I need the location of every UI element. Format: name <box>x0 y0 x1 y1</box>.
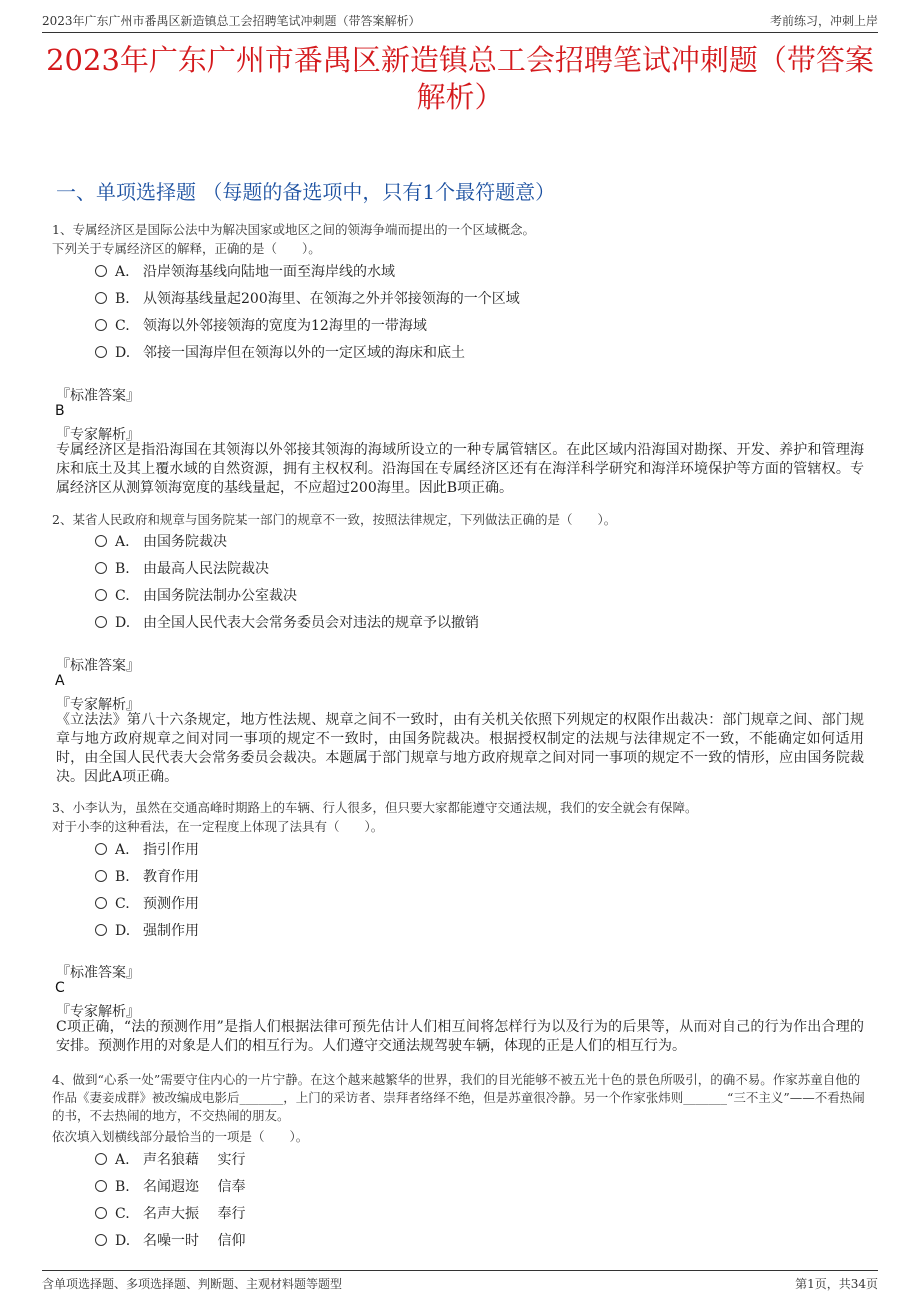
question-4-option-c[interactable]: C. 名声大振 奉行 <box>95 1204 245 1224</box>
question-1-prompt: 下列关于专属经济区的解释，正确的是（ ）。 <box>52 241 321 256</box>
question-1-stem: 1、专属经济区是国际公法中为解决国家或地区之间的领海争端而提出的一个区域概念。 <box>52 222 535 237</box>
question-1-option-a[interactable]: A. 沿岸领海基线向陆地一面至海岸线的水域 <box>95 262 395 282</box>
question-3-option-c[interactable]: C. 预测作用 <box>95 894 199 914</box>
radio-icon[interactable] <box>95 1153 107 1165</box>
question-4-option-d[interactable]: D. 名噪一时 信仰 <box>95 1231 245 1251</box>
radio-icon[interactable] <box>95 319 107 331</box>
question-3-option-a[interactable]: A. 指引作用 <box>95 840 199 860</box>
radio-icon[interactable] <box>95 535 107 547</box>
expert-analysis-label: 『专家解析』 <box>56 427 140 443</box>
question-2-stem: 2、某省人民政府和规章与国务院某一部门的规章不一致，按照法律规定，下列做法正确的是（ ）。 <box>52 512 617 527</box>
question-4-prompt: 依次填入划横线部分最恰当的一项是（ ）。 <box>52 1129 309 1144</box>
expert-analysis-label: 『专家解析』 <box>56 697 140 713</box>
expert-analysis-label: 『专家解析』 <box>56 1004 140 1020</box>
header-doc-title: 2023年广东广州市番禺区新造镇总工会招聘笔试冲刺题（带答案解析） <box>42 14 421 28</box>
radio-icon[interactable] <box>95 292 107 304</box>
question-2-option-d[interactable]: D. 由全国人民代表大会常务委员会对违法的规章予以撤销 <box>95 613 479 633</box>
question-4-option-b[interactable]: B. 名闻遐迩 信奉 <box>95 1177 245 1197</box>
radio-icon[interactable] <box>95 346 107 358</box>
radio-icon[interactable] <box>95 616 107 628</box>
question-2-analysis: 《立法法》第八十六条规定，地方性法规、规章之间不一致时，由有关机关依照下列规定的权限作出裁决：部门规章之间、部门规章与地方政府规章之间对同一事项的规定不一致时，由国务院裁决。根据授权制定的法规与法律规定不一致，不能确定如何适用时，由全国人民代表大会常务委员会裁决。本题属于部门规章与地方政府规章之间对同一事项的规定不一致的情形，应由国务院裁决。因此A项正确。 <box>56 712 864 785</box>
question-2-option-a[interactable]: A. 由国务院裁决 <box>95 532 227 552</box>
section-title: 一、单项选择题 （每题的备选项中，只有1个最符题意） <box>56 180 556 204</box>
question-3-option-b[interactable]: B. 教育作用 <box>95 867 199 887</box>
page-header <box>42 10 878 33</box>
standard-answer-label: 『标准答案』 <box>56 965 140 981</box>
question-1-answer: B <box>55 403 65 419</box>
radio-icon[interactable] <box>95 265 107 277</box>
radio-icon[interactable] <box>95 843 107 855</box>
page-title: 2023年广东广州市番禺区新造镇总工会招聘笔试冲刺题（带答案解析） <box>46 43 874 114</box>
radio-icon[interactable] <box>95 1207 107 1219</box>
question-2-option-b[interactable]: B. 由最高人民法院裁决 <box>95 559 269 579</box>
question-1-option-b[interactable]: B. 从领海基线量起200海里、在领海之外并邻接领海的一个区域 <box>95 289 520 309</box>
question-3-stem: 3、小李认为，虽然在交通高峰时期路上的车辆、行人很多，但只要大家都能遵守交通法规，我们的安全就会有保障。 <box>52 800 698 815</box>
question-4-option-a[interactable]: A. 声名狼藉 实行 <box>95 1150 245 1170</box>
question-4-stem: 4、做到“心系一处”需要守住内心的一片宁静。在这个越来越繁华的世界，我们的目光能够不被五光十色的景色所吸引，的确不易。作家苏童自他的作品《妻妾成群》被改编成电影后_______，上门的采访者、崇拜者络绎不绝，但是苏童很冷静。另一个作家张炜则_______“三不主义”——不看热闹的书，不去热闹的地方，不交热闹的朋友。 <box>52 1072 865 1123</box>
radio-icon[interactable] <box>95 1234 107 1246</box>
question-3-option-d[interactable]: D. 强制作用 <box>95 921 199 941</box>
question-3-analysis: C项正确，“法的预测作用”是指人们根据法律可预先估计人们相互间将怎样行为以及行为的后果等，从而对自己的行为作出合理的安排。预测作用的对象是人们的相互行为。人们遵守交通法规驾驶车辆，体现的正是人们的相互行为。 <box>56 1019 864 1054</box>
radio-icon[interactable] <box>95 870 107 882</box>
header-slogan: 考前练习，冲刺上岸 <box>769 14 878 28</box>
question-3-answer: C <box>55 980 65 996</box>
radio-icon[interactable] <box>95 897 107 909</box>
question-1-option-c[interactable]: C. 领海以外邻接领海的宽度为12海里的一带海域 <box>95 316 427 336</box>
question-3-prompt: 对于小李的这种看法，在一定程度上体现了法具有（ ）。 <box>52 819 384 834</box>
question-1-analysis: 专属经济区是指沿海国在其领海以外邻接其领海的海域所设立的一种专属管辖区。在此区域内沿海国对勘探、开发、养护和管理海床和底土及其上覆水域的自然资源，拥有主权权利。沿海国在专属经济区还有在海洋科学研究和海洋环境保护等方面的管辖权。专属经济区从测算领海宽度的基线量起，不应超过200海里。因此B项正确。 <box>56 442 864 496</box>
radio-icon[interactable] <box>95 589 107 601</box>
question-2-option-c[interactable]: C. 由国务院法制办公室裁决 <box>95 586 297 606</box>
radio-icon[interactable] <box>95 1180 107 1192</box>
question-1-option-d[interactable]: D. 邻接一国海岸但在领海以外的一定区域的海床和底土 <box>95 343 465 363</box>
page-footer <box>42 1270 878 1291</box>
radio-icon[interactable] <box>95 562 107 574</box>
footer-question-types: 含单项选择题、多项选择题、判断题、主观材料题等题型 <box>42 1277 343 1291</box>
standard-answer-label: 『标准答案』 <box>56 388 140 404</box>
radio-icon[interactable] <box>95 924 107 936</box>
standard-answer-label: 『标准答案』 <box>56 658 140 674</box>
footer-page-number: 第1页，共34页 <box>795 1277 878 1291</box>
question-2-answer: A <box>55 673 65 689</box>
